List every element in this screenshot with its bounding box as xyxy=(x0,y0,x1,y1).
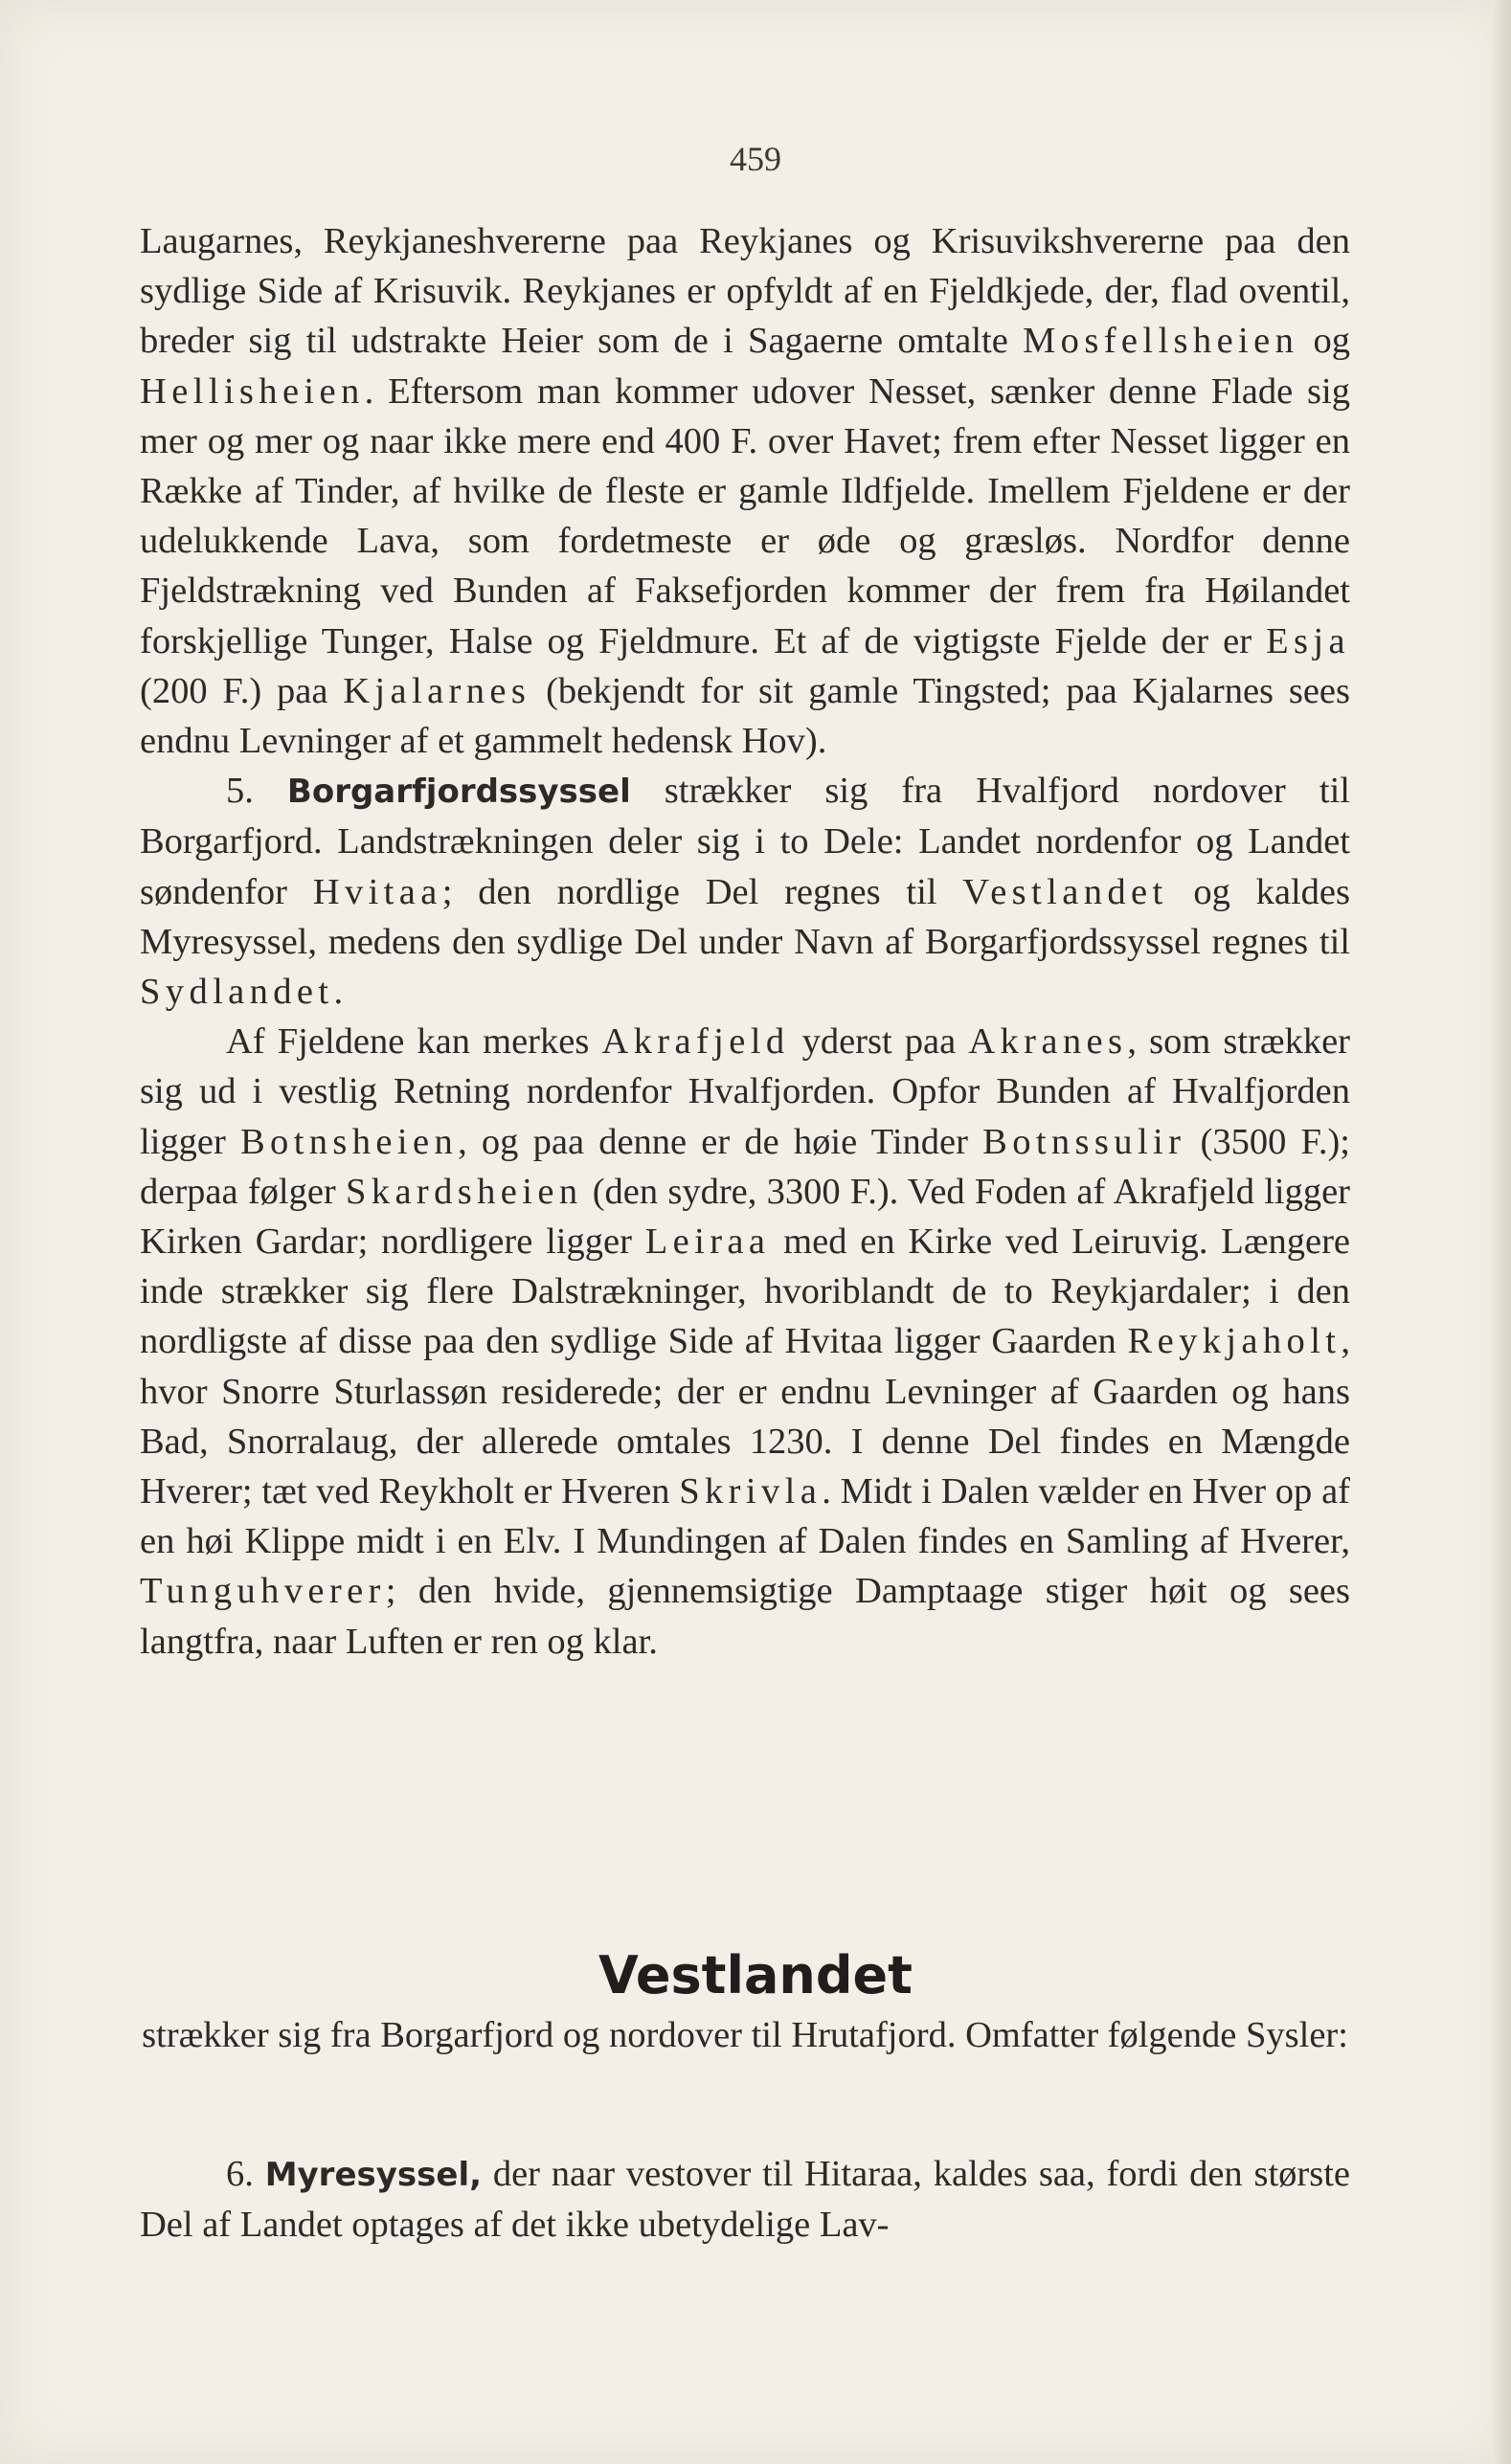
spaced-term: Leiraa xyxy=(644,1221,771,1263)
paragraph-reykjanes: Laugarnes, Reykjaneshvererne paa Reykjanes og Krisuvikshvererne paa den sydlige Side af Krisuvik. Reykjanes er opfyldt af en Fjeldkjede, der, flad oventil, breder sig til udstrakte Heier som de i Sagaerne omtalte Mosfellsheien og Hellisheien. Eftersom man kommer udover Nesset, sænker denne Flade sig mer og mer og naar ikke mere end 400 F. over Havet; frem efter Nesset ligger en Række af Tinder, af hvilke de fleste er gamle Ildfjelde. Imellem Fjeldene er der udelukkende Lava, som fordetmeste er øde og græsløs. Nordfor denne Fjeldstrækning ved Bunden af Faksefjorden kommer der frem fra Høilandet forskjellige Tunger, Halse og Fjeldmure. Et af de vigtigste Fjelde der er Esja (200 F.) paa Kjalarnes (bekjendt for sit gamle Tingsted; paa Kjalarnes sees endnu Levninger af et gammelt hedensk Hov). xyxy=(140,221,1350,762)
body-text-lower xyxy=(140,2149,1350,2250)
spaced-term: Esja xyxy=(1266,620,1350,661)
paragraph-myresyssel: 6. Myresyssel, der naar vestover til Hitaraa, kaldes saa, fordi den største Del af Landet optages af det ikke ubetydelige Lav- xyxy=(140,2154,1350,2246)
page-edge-shadow xyxy=(1492,0,1511,2464)
section-term: Borgarfjordssyssel xyxy=(286,773,631,812)
spaced-term: Mosfellsheien xyxy=(1023,321,1299,362)
page-number: 459 xyxy=(730,140,781,178)
spaced-term: Vestlandet xyxy=(962,871,1168,912)
spaced-term: Skrivla xyxy=(679,1471,823,1512)
spaced-term: Akranes xyxy=(968,1021,1128,1063)
spaced-term: Hvitaa xyxy=(312,871,442,912)
spaced-term: Hellisheien xyxy=(140,370,365,412)
section-term: Myresyssel, xyxy=(264,2156,483,2194)
body-text-upper xyxy=(140,216,1350,1667)
section-heading: Vestlandet xyxy=(598,1945,913,2005)
spaced-term: Skardsheien xyxy=(346,1171,583,1212)
paragraph-borgarfjordssyssel: 5. Borgarfjordssyssel strækker sig fra Hvalfjord nordover til Borgarfjord. Landstrækningen deler sig i to Dele: Landet nordenfor og Landet søndenfor Hvitaa; den nordlige Del regnes til Vestlandet og kaldes Myresyssel, medens den sydlige Del under Navn af Borgarfjordssyssel regnes til Sydlandet. xyxy=(140,771,1350,1013)
spaced-term: Botnssulir xyxy=(982,1121,1186,1162)
spaced-term: Sydlandet xyxy=(140,972,334,1013)
heading-subtext xyxy=(140,2010,1350,2060)
heading-description: strækker sig fra Borgarfjord og nordover til Hrutafjord. Omfatter følgende Sysler: xyxy=(142,2015,1348,2055)
spaced-term: Reykjaholt xyxy=(1127,1321,1342,1362)
spaced-term: Tunguhverer xyxy=(140,1571,386,1612)
spaced-term: Kjalarnes xyxy=(343,670,531,711)
spaced-term: Akrafjeld xyxy=(601,1021,790,1063)
paragraph-fjeldene: Af Fjeldene kan merkes Akrafjeld yderst paa Akranes, som strækker sig ud i vestlig Retning nordenfor Hvalfjorden. Opfor Bunden af Hvalfjorden ligger Botnsheien, og paa denne er de høie Tinder Botnssulir (3500 F.); derpaa følger Skardsheien (den sydre, 3300 F.). Ved Foden af Akrafjeld ligger Kirken Gardar; nordligere ligger Leiraa med en Kirke ved Leiruvig. Længere inde strækker sig flere Dalstrækninger, hvoriblandt de to Reykjardaler; i den nordligste af disse paa den sydlige Side af Hvitaa ligger Gaarden Reykjaholt, hvor Snorre Sturlassøn residerede; der er endnu Levninger af Gaarden og hans Bad, Snorralaug, der allerede omtales 1230. I denne Del findes en Mængde Hverer; tæt ved Reykholt er Hveren Skrivla. Midt i Dalen vælder en Hver op af en høi Klippe midt i en Elv. I Mundingen af Dalen findes en Samling af Hverer, Tunguhverer; den hvide, gjennemsigtige Damptaage stiger høit og sees langtfra, naar Luften er ren og klar. xyxy=(140,1021,1350,1662)
spaced-term: Botnsheien xyxy=(239,1121,459,1162)
